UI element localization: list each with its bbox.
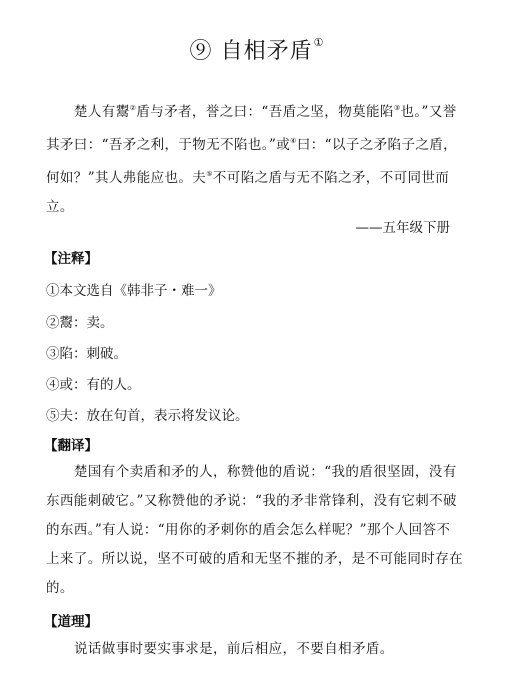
- original-line: 楚人有鬻②盾与矛者，誉之曰：“吾盾之坚，物莫能陷③也。”又誉: [74, 104, 457, 120]
- footnote-mark: ②: [129, 104, 137, 112]
- original-line: 何如？”其人弗能应也。夫⑤不可陷之盾与无不陷之矛，不可同世而: [46, 170, 450, 186]
- original-line: 立。: [46, 199, 74, 215]
- note-item: ④或：有的人。: [46, 377, 141, 393]
- translation-text: [46, 458, 470, 603]
- translation-line: 东西能刺破它。”又称赞他的矛说：“我的矛非常锋利，没有它刺不破: [46, 493, 457, 509]
- translation-line: 的东西。”有人说：“用你的矛刺你的盾会怎么样呢？”那个人回答不: [46, 522, 451, 538]
- original-text: [46, 94, 470, 222]
- note-item: ③陷：刺破。: [46, 346, 127, 362]
- source-citation: ——五年级下册: [355, 220, 450, 236]
- moral-text: 说话做事时要实事求是，前后相应，不要自相矛盾。: [74, 641, 394, 657]
- note-item: ⑤夫：放在句首，表示将发议论。: [46, 408, 249, 424]
- page-title: [0, 34, 514, 65]
- title-number: ⑨: [189, 39, 213, 64]
- footnote-mark: ⑤: [206, 170, 213, 178]
- translation-line: 的。: [46, 580, 74, 596]
- title-text: 自相矛盾: [220, 39, 313, 64]
- notes-heading: 【注释】: [44, 251, 98, 267]
- footnote-mark: ③: [393, 104, 401, 112]
- note-item: ②鬻：卖。: [46, 315, 114, 331]
- translation-heading: 【翻译】: [44, 438, 98, 454]
- translation-line: 上来了。所以说，坚不可破的盾和无坚不摧的矛，是不可能同时存在: [46, 551, 463, 567]
- translation-line: 楚国有个卖盾和矛的人，称赞他的盾说：“我的盾很坚固，没有: [74, 464, 457, 480]
- original-line: 其矛曰：“吾矛之利，于物无不陷也。”或④曰：“以子之矛陷子之盾，: [46, 137, 458, 153]
- moral-heading: 【道理】: [44, 614, 98, 630]
- note-item: ①本文选自《韩非子・难一》: [46, 283, 222, 299]
- footnote-mark: ④: [290, 137, 297, 145]
- title-footnote-mark: ①: [313, 36, 325, 49]
